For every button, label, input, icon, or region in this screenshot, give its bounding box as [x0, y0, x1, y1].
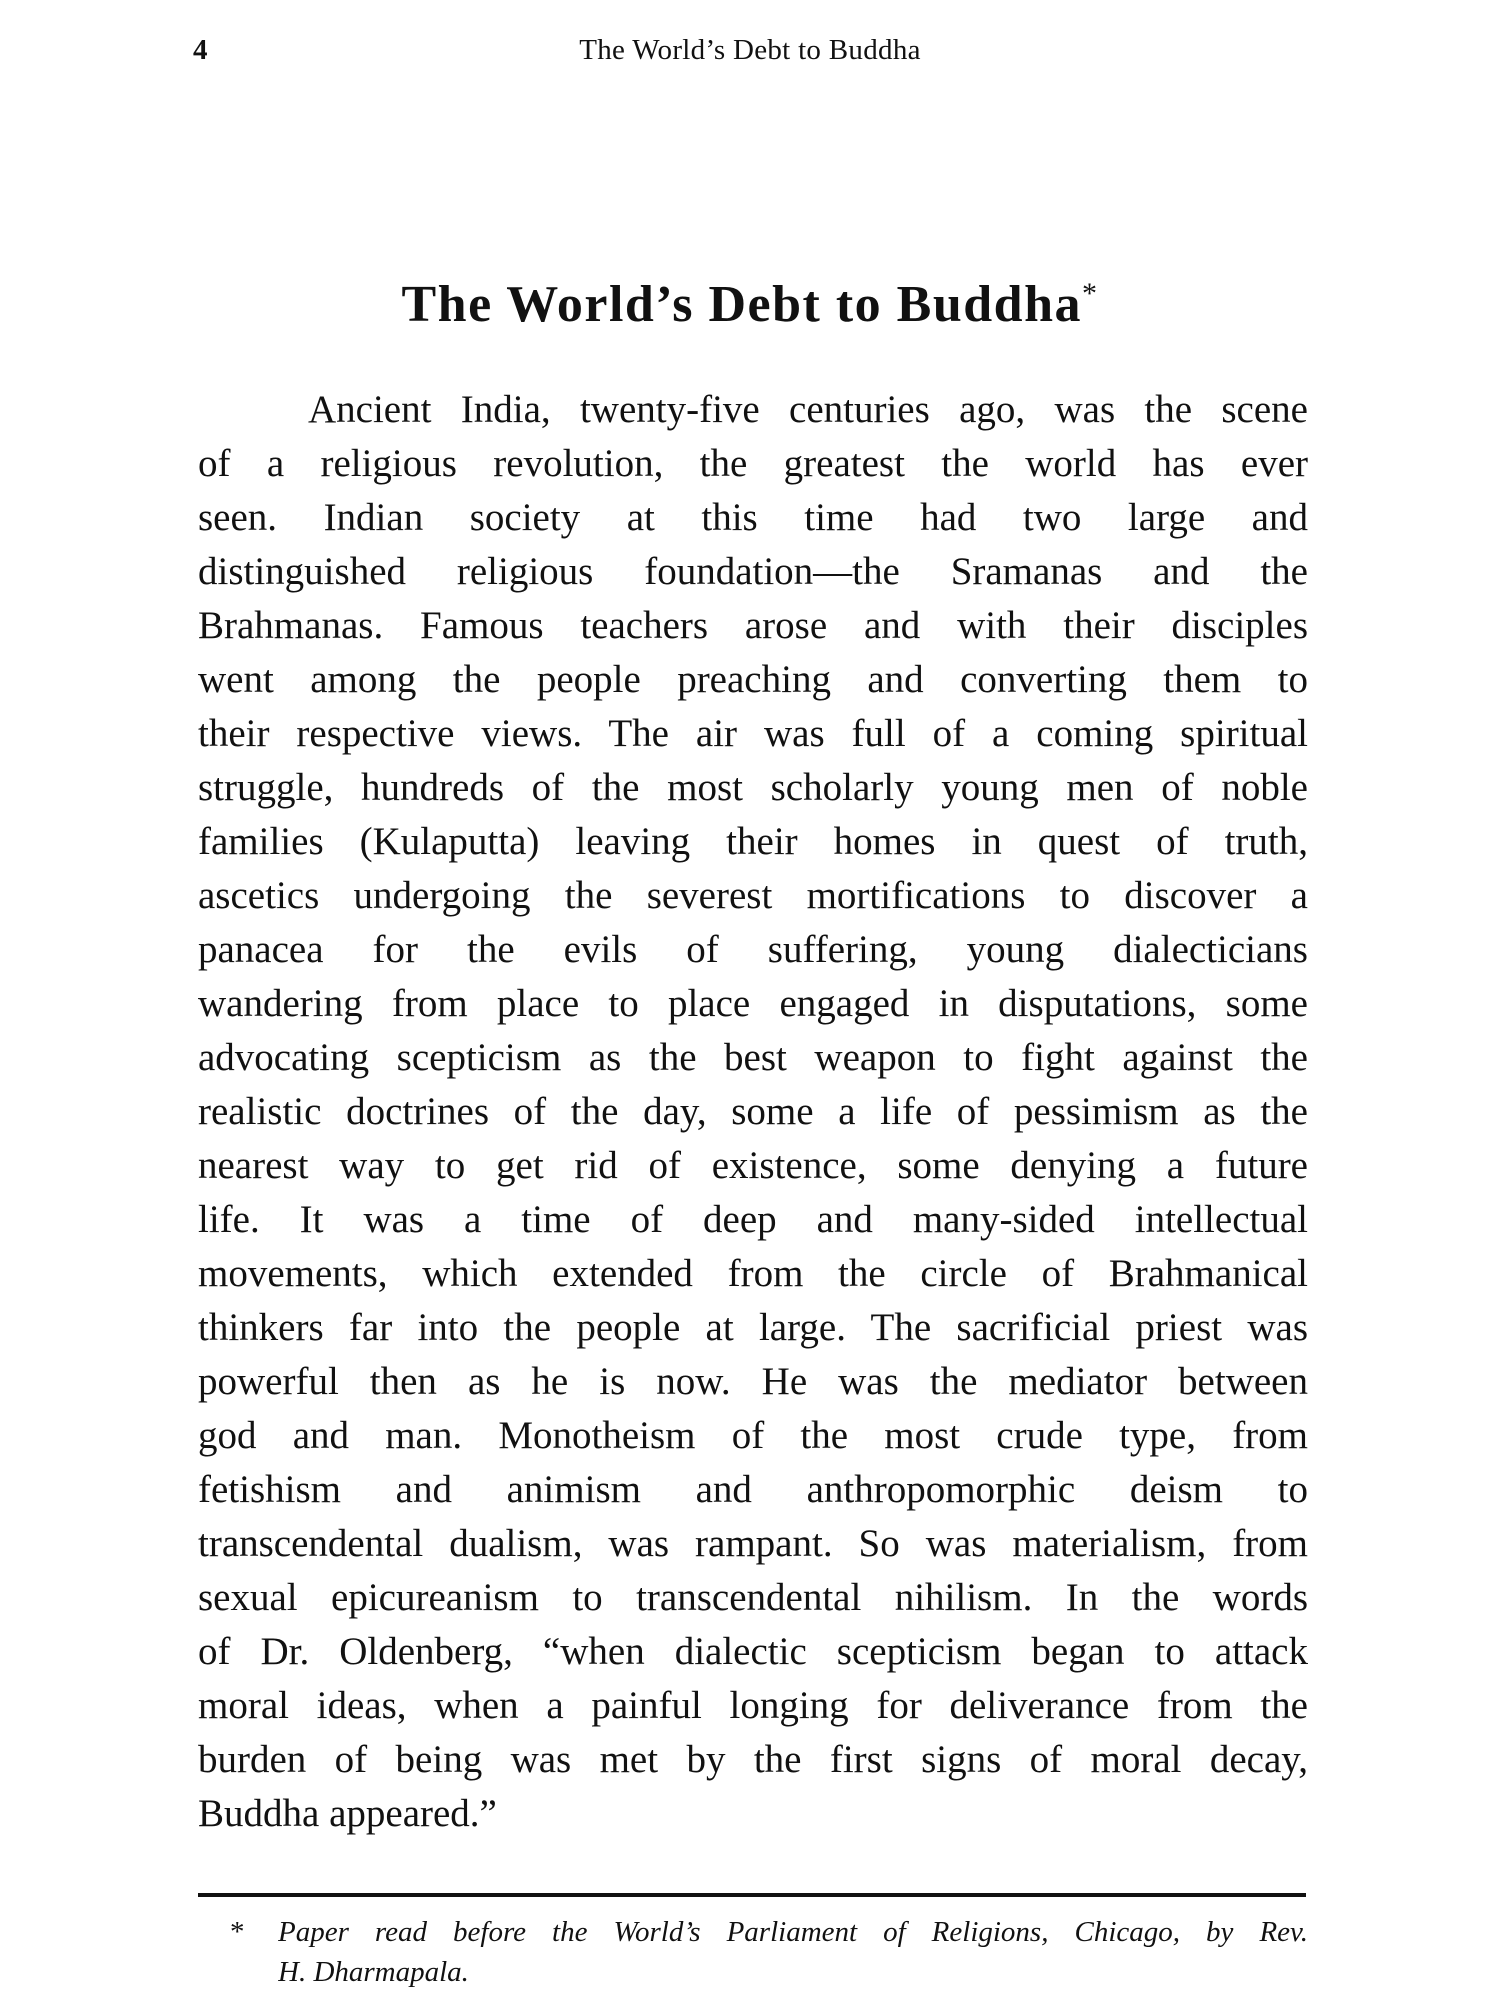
paragraph-line: burden of being was met by the first signs of moral decay, [198, 1738, 1308, 1781]
paragraph-line: wandering from place to place engaged in disputations, some [198, 982, 1308, 1025]
paragraph-line: movements, which extended from the circle of Brahmanical [198, 1252, 1308, 1295]
paragraph-line: went among the people preaching and converting them to [198, 658, 1308, 701]
paragraph-line: panacea for the evils of suffering, young dialecticians [198, 928, 1308, 971]
paragraph-line: transcendental dualism, was rampant. So was materialism, from [198, 1522, 1308, 1565]
paragraph-line: Buddha appeared.” [198, 1792, 497, 1835]
chapter-title [0, 262, 1500, 337]
paragraph-line: seen. Indian society at this time had two large and [198, 496, 1308, 539]
paragraph-line: nearest way to get rid of existence, some denying a future [198, 1144, 1308, 1187]
body-paragraph [198, 383, 1308, 1841]
paragraph-line: ascetics undergoing the severest mortifications to discover a [198, 874, 1308, 917]
paragraph-line: moral ideas, when a painful longing for deliverance from the [198, 1684, 1308, 1727]
paragraph-line: realistic doctrines of the day, some a life of pessimism as the [198, 1090, 1308, 1133]
footnote-line: H. Dharmapala. [278, 1956, 469, 1988]
footnote-text [278, 1912, 1308, 1992]
paragraph-line: advocating scepticism as the best weapon to fight against the [198, 1036, 1308, 1079]
paragraph-line: of Dr. Oldenberg, “when dialectic scepticism began to attack [198, 1630, 1308, 1673]
running-title: The World’s Debt to Buddha [579, 34, 921, 66]
paragraph-line: distinguished religious foundation—the Sramanas and the [198, 550, 1308, 593]
running-head [0, 30, 1500, 70]
paragraph-line: sexual epicureanism to transcendental nihilism. In the words [198, 1576, 1308, 1619]
paragraph-line: Brahmanas. Famous teachers arose and with their disciples [198, 604, 1308, 647]
paragraph-line: powerful then as he is now. He was the mediator between [198, 1360, 1308, 1403]
paragraph-line: families (Kulaputta) leaving their homes in quest of truth, [198, 820, 1308, 863]
paragraph-line: struggle, hundreds of the most scholarly young men of noble [198, 766, 1308, 809]
chapter-title-text: The World’s Debt to Buddha [401, 276, 1082, 333]
paragraph-line: life. It was a time of deep and many-sided intellectual [198, 1198, 1308, 1241]
paragraph-line: their respective views. The air was full of a coming spiritual [198, 712, 1308, 755]
footnote-line: Paper read before the World’s Parliament of Religions, Chicago, by Rev. [278, 1916, 1308, 1948]
page-number: 4 [193, 34, 208, 66]
paragraph-line: thinkers far into the people at large. The sacrificial priest was [198, 1306, 1308, 1349]
paragraph-line: of a religious revolution, the greatest the world has ever [198, 442, 1308, 485]
paragraph-line: Ancient India, twenty-five centuries ago, was the scene [308, 388, 1308, 431]
footnote-reference-marker: * [1082, 277, 1099, 310]
footnote-marker: * [230, 1916, 245, 1948]
paragraph-line: fetishism and animism and anthropomorphic deism to [198, 1468, 1308, 1511]
paragraph-line: god and man. Monotheism of the most crude type, from [198, 1414, 1308, 1457]
footnote-divider [198, 1893, 1306, 1897]
